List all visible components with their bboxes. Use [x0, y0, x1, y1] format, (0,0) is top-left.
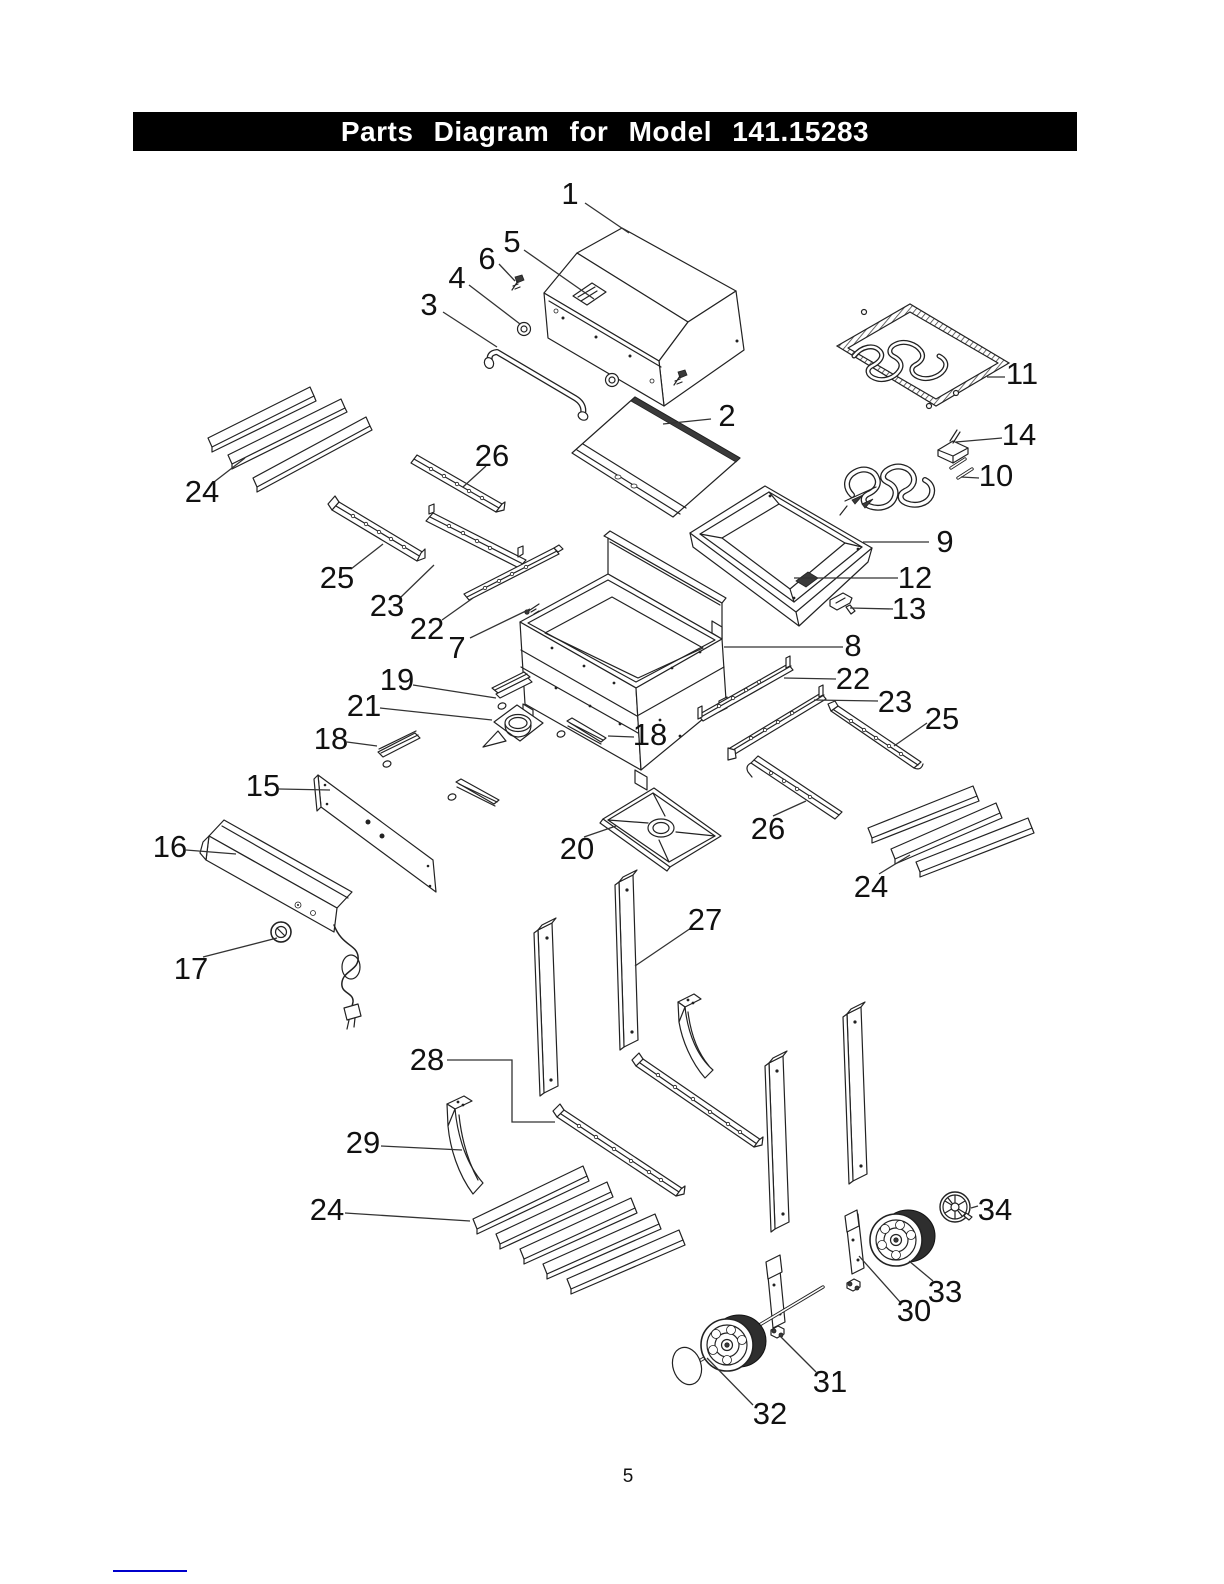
power-plug	[344, 1004, 361, 1020]
side-shelf-slats-right	[868, 786, 1034, 877]
callout-17: 17	[173, 951, 209, 986]
screw-icon	[525, 604, 539, 614]
callout-33: 33	[927, 1274, 963, 1309]
callout-19: 19	[379, 662, 415, 697]
callout-11: 11	[1005, 356, 1039, 391]
hubcap-34	[940, 1192, 972, 1222]
callout-22: 22	[835, 661, 871, 696]
axle-leg-30-right	[845, 1210, 864, 1274]
back-panel-drawing	[314, 775, 436, 892]
leader-line-23	[401, 565, 434, 597]
callout-20: 20	[559, 831, 595, 866]
lid-liner-drawing	[572, 397, 740, 517]
callout-24: 24	[309, 1192, 345, 1227]
leader-line-29	[381, 1146, 462, 1150]
leader-line-27	[635, 928, 691, 966]
clip-drawing-13	[830, 593, 855, 614]
callout-12: 12	[897, 560, 933, 595]
callout-23: 23	[877, 684, 913, 719]
callout-3: 3	[420, 287, 438, 322]
leader-line-31	[781, 1337, 816, 1372]
screw-icon	[512, 275, 524, 290]
drip-tray-drawing	[600, 788, 721, 871]
callout-14: 14	[1001, 417, 1037, 452]
caster-bracket-upper	[678, 994, 713, 1078]
page-number: 5	[622, 1466, 634, 1487]
side-shelf-slats-left	[208, 387, 372, 492]
hub-disc-drawing	[668, 1344, 706, 1389]
slide-bar-18-left	[378, 731, 420, 768]
callout-8: 8	[844, 628, 862, 663]
leader-line-4	[469, 285, 520, 324]
callout-25: 25	[924, 701, 960, 736]
callout-27: 27	[687, 902, 723, 937]
leader-line-25	[351, 544, 383, 569]
axle-clip-31b	[847, 1279, 860, 1291]
power-cord-drawing	[334, 925, 361, 1029]
grease-cup-drawing	[483, 705, 543, 747]
support-rail-26-right	[747, 756, 842, 819]
leader-line-21	[380, 708, 492, 720]
leader-line-3	[443, 312, 497, 347]
leader-line-10	[961, 477, 979, 478]
leader-line-25	[894, 723, 927, 746]
leader-line-22	[784, 678, 836, 679]
callout-18: 18	[313, 721, 349, 756]
callout-26: 26	[750, 811, 786, 846]
slide-bar-18-lower	[447, 779, 499, 806]
leader-line-13	[850, 608, 893, 609]
leader-line-14	[956, 438, 1002, 442]
leader-line-6	[499, 264, 515, 281]
callout-4: 4	[448, 260, 466, 295]
callout-26: 26	[474, 438, 510, 473]
control-panel-drawing	[200, 820, 352, 932]
firebox-drawing	[520, 531, 727, 790]
callout-31: 31	[812, 1364, 848, 1399]
leader-line-18	[347, 742, 377, 746]
page-title: Parts Diagram for Model 141.15283	[340, 115, 870, 147]
callout-25: 25	[319, 560, 355, 595]
callout-30: 30	[896, 1293, 932, 1328]
leader-line-17	[203, 938, 277, 957]
callout-16: 16	[152, 829, 188, 864]
support-rail-23-left	[426, 504, 526, 568]
wheel-33	[870, 1210, 935, 1266]
leader-line-24	[345, 1213, 470, 1221]
callout-7: 7	[448, 630, 466, 665]
bottom-shelf-slats	[473, 1166, 685, 1294]
callout-32: 32	[752, 1396, 788, 1431]
lid-drawing	[544, 228, 744, 406]
callout-5: 5	[503, 224, 521, 259]
callout-28: 28	[409, 1042, 445, 1077]
callout-21: 21	[346, 688, 382, 723]
lid-handle-drawing	[483, 352, 589, 422]
burner-drawing	[840, 459, 972, 515]
leader-line-22	[442, 598, 473, 620]
callout-6: 6	[478, 241, 496, 276]
callout-29: 29	[345, 1125, 381, 1160]
caster-bracket-29	[447, 1096, 483, 1194]
callout-22: 22	[409, 611, 445, 646]
callout-24: 24	[184, 474, 220, 509]
callout-23: 23	[369, 588, 405, 623]
callout-13: 13	[891, 591, 927, 626]
footer-link-underline[interactable]	[113, 1570, 187, 1572]
cooking-grate-drawing	[837, 304, 1009, 409]
support-rail-25-left	[328, 496, 425, 561]
callout-34: 34	[977, 1192, 1013, 1227]
callout-24: 24	[853, 869, 889, 904]
callout-18: 18	[632, 717, 668, 752]
leader-line-19	[413, 685, 496, 698]
callout-10: 10	[978, 458, 1014, 493]
callout-1: 1	[561, 176, 579, 211]
callout-9: 9	[936, 524, 954, 559]
callout-2: 2	[718, 398, 736, 433]
leader-line-1	[585, 203, 629, 233]
callout-15: 15	[245, 768, 281, 803]
